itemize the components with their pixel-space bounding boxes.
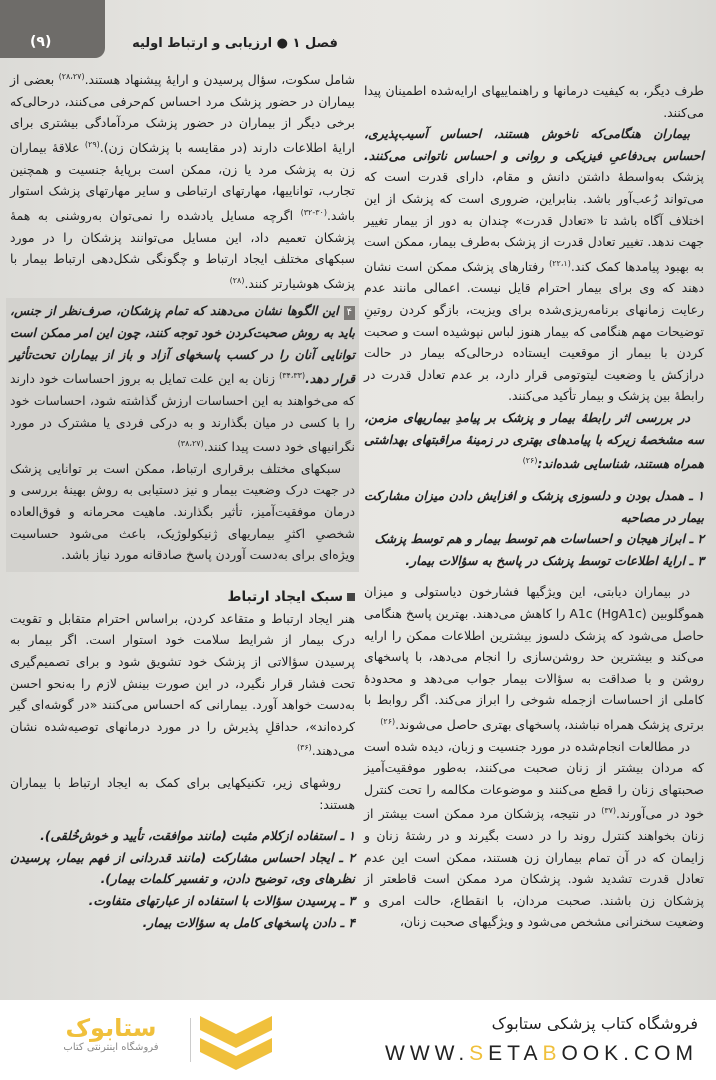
paragraph: سبکهای مختلف برقراری ارتباط، ممکن است بر توانایی پزشک در جهت درک وضعیت بیمار و نیز دستیابی به روش بهینهٔ بررسی و درمان موفقیت‌آمیز، تأثیر بگذارند. ماهیت محرمانه و فوق‌العاده شخصیِ اکثرِ بیماریهای ژنیکولوژیک، باعث می‌شود حساسیت ویژه‌ای برای به‌دست آوردن پاسخ صادقانه مورد نیاز باشد. xyxy=(10,460,355,563)
list-item: ۱ ـ همدل بودن و دلسوزی پزشک و افزایش دادن میزان مشارکت بیمار در مصاحبه xyxy=(364,487,704,525)
list-item: ۳ ـ پرسیدن سؤالات با استفاده از عبارتهای متفاوت. xyxy=(88,893,355,909)
key-point-badge: ۴ xyxy=(344,306,355,320)
store-banner xyxy=(0,1000,716,1080)
left-column xyxy=(10,66,355,933)
page-number: (۹) xyxy=(30,34,52,50)
list-item: ۴ ـ دادن پاسخهای کامل به سؤالات بیمار. xyxy=(142,914,355,930)
store-url[interactable]: WWW.SETABOOK.COM xyxy=(385,1042,698,1065)
store-name: فروشگاه کتاب پزشکی ستابوک xyxy=(491,1014,698,1033)
running-title: فصل ۱ ● ارزیابی و ارتباط اولیه xyxy=(132,36,338,51)
paragraph: شامل سکوت، سؤال پرسیدن و ارایهٔ پیشنهاد هستند.$^{(۲۸،۲۷)}$ بعضی از بیماران در حضور پزشک مرد احساس کم‌حرفی می‌کنند، درحالی‌که برخی دیگر از بیماران در حضور پزشک مردآمادگی بیشتری برای ارایهٔ اطلاعات دارند (در مقایسه با پزشکان زن).$^{(۲۹)}$ علاقهٔ بیماران زن به پزشک مرد یا زن، ممکن است برپایهٔ جنسیت و همچنین تجارب، تواناییها، مهارتهای ارتباطی و سایر مهارتهای پزشک استوار باشد.$^{(۳۰-۳۲)}$ اگرچه مسایل یادشده را نمی‌توان به‌روشنی به همهٔ پزشکان تعمیم داد، این مسایل می‌توانند پزشکان را در مورد سبکهای مختلف ایجاد ارتباط و چگونگی شکل‌دهی ارتباط بیمار با پزشک هوشیارتر کنند.$^{(۲۸)}$ xyxy=(10,72,355,291)
paragraph: روشهای زیر، تکنیکهایی برای کمک به ایجاد ارتباط با بیماران هستند: xyxy=(10,775,355,812)
paragraph: هنر ایجاد ارتباط و متقاعد کردن، براساس احترام متقابل و تقویت درک بیمار از شرایط سلامت خود استوار است. اگر بیمار به پرسیدن سؤالاتی از پزشک خود تشویق شود و برای تصمیم‌گیری تحت فشار قرار نگیرد، در این صورت بینش لازم را به‌نحو احسن به‌دست خواهد آورد. بیمارانی که احساس می‌کنند «در گوشه‌ای گیر کرده‌اند»، حداقلِ پذیرش را در مورد درمانهای توصیه‌شده نشان می‌دهند.$^{(۳۶)}$ xyxy=(10,610,355,759)
characteristics-list xyxy=(364,485,704,571)
highlight-box xyxy=(6,298,359,571)
highlight-paragraph: ۴این الگوها نشان می‌دهند که تمام پزشکان، صرف‌نظر از جنس، باید به روش صحبت‌کردن خود توجه کنند، چون این امر ممکن است توانایی آنان را در کسب پاسخهای آزاد و باز از بیماران تحت‌تأثیر قرار دهد.$^{(۳۴،۳۳)}$ زنان به این علت تمایل به بروز احساسات خود دارند که می‌خواهند به این احساسات ارزش گذاشته شود، احساسات خود را با کسی در میان بگذارند و به درکی فردی یا مشترک در مورد نگرانیهای خود دست پیدا کنند.$^{(۳۸،۲۷)}$ xyxy=(10,303,356,455)
paragraph: در بیماران دیابتی، این ویژگیها فشارخون دیاستولی و میزان هموگلوبین A1c (HgA1c) را کاهش می‌دهند. بهترین پاسخ هنگامی حاصل می‌شود که پزشک دلسوز بیشترین اطلاعات ممکن را ارایه می‌کند و بیشترین حد روشن‌سازی را انجام می‌دهد، با پاسخهای روشن و با صداقت به سؤالات بیمار جواب می‌دهد و محدودهٔ کاملی از احساسات ازجمله شوخی را ابراز می‌کند. اگر روابط با برتری پزشک همراه نباشند، پاسخهای بهتری حاصل می‌شوند.$^{(۲۶)}$ xyxy=(364,584,705,732)
list-item: ۳ ـ ارایهٔ اطلاعات توسط پزشک در پاسخ به سؤالات بیمار. xyxy=(405,552,704,568)
paragraph: طرف دیگر، به کیفیت درمانها و راهنماییهای ارایه‌شده اطمینان پیدا می‌کنند. xyxy=(364,83,704,120)
paragraph: در بررسی اثر رابطهٔ بیمار و پزشک بر پیامدِ بیماریهای مزمن، سه مشخصهٔ زیرکه با پیامدهای بهتری در زمینهٔ مراقبتهای بهداشتی همراه هستند، شناسایی شده‌اند:$^{(۲۶)}$ xyxy=(364,410,704,472)
paragraph: در مطالعات انجام‌شده در مورد جنسیت و زبان، دیده شده است که مردان بیشتر از زنان صحبت می‌کنند، به‌طور موفقیت‌آمیز صحبتهای زنان را قطع می‌کنند و موضوعات مکالمه را تحت کنترل خود در می‌آورند.$^{(۳۷)}$ در نتیجه، پزشکان مرد ممکن است بیشتر از زنان بخواهند کنترل روند را در دست بگیرند و در رشتهٔ زنان و زایمان که در آن تمام بیماران زن هستند، ممکن است این عدم تعادل قدرت تشدید شود. پزشکان مرد ممکن است قاطعتر از پزشکان زن باشند. صحبت مردان، با انقطاع، حالت امری و وضعیت سخنرانی مشخص می‌شود و ویژگیهای صحبت زنان، xyxy=(364,738,704,930)
list-item: ۱ ـ استفاده ازکلام مثبت (مانند موافقت، تأیید و خوش‌خُلقی). xyxy=(40,828,355,844)
section-heading: سبک ایجاد ارتباط xyxy=(10,586,355,608)
list-item: ۲ ـ ابراز هیجان و احساسات هم توسط بیمار و هم توسط پزشک xyxy=(374,531,704,547)
square-bullet-icon xyxy=(347,593,355,601)
list-item: ۲ ـ ایجاد احساس مشارکت (مانند قدردانی از فهم بیمار، پرسیدن نظرهای وی، توضیح دادن، و تفسیر کلمات بیمار). xyxy=(10,849,355,887)
chevron-logo-icon xyxy=(200,1012,272,1070)
technique-list xyxy=(10,825,355,933)
setabook-logo: ستابوک فروشگاه اینترنتی کتاب xyxy=(63,1014,159,1053)
page-number-tab xyxy=(0,0,105,58)
divider xyxy=(190,1018,191,1062)
right-column xyxy=(364,80,704,933)
paragraph: بیماران هنگامی‌که ناخوش هستند، احساس آسیب‌پذیری، احساس بی‌دفاعیِ فیزیکی و روانی و احساس ناتوانی می‌کنند. پزشک به‌واسطهٔ داشتن دانش و مقام، دارای قدرت است که می‌تواند رُعب‌آور باشد. بنابراین، ضروری است که پزشک از این اختلاف آگاه باشد تا «تعادل قدرت» چندان به دور از بیمار تغییر جهت ندهد. تغییر تعادل قدرت از پزشک به‌طرف بیمار، ممکن است به بهبود پیامدها کمک کند.$^{(۲۲،۱)}$ رفتارهای پزشک ممکن است نشان دهند که وی برای بیمار احترام قایل نیست. اعمالی مانند عدم رعایت زمانهای برنامه‌ریزی‌شده برای ویزیت، بازگو کردن روتینِ توضیحات مهم هنگامی که بیمار هنوز لباس نپوشیده است و صحبت کردن با بیمار از موقعیت ایستاده درحالی‌که بیمار در حالت درازکش یا وضعیت لیتوتومی قرار دارد، بر عدم تعادل قدرت در رابطهٔ بین پزشک و بیمار تأکید می‌کنند. xyxy=(364,126,704,404)
